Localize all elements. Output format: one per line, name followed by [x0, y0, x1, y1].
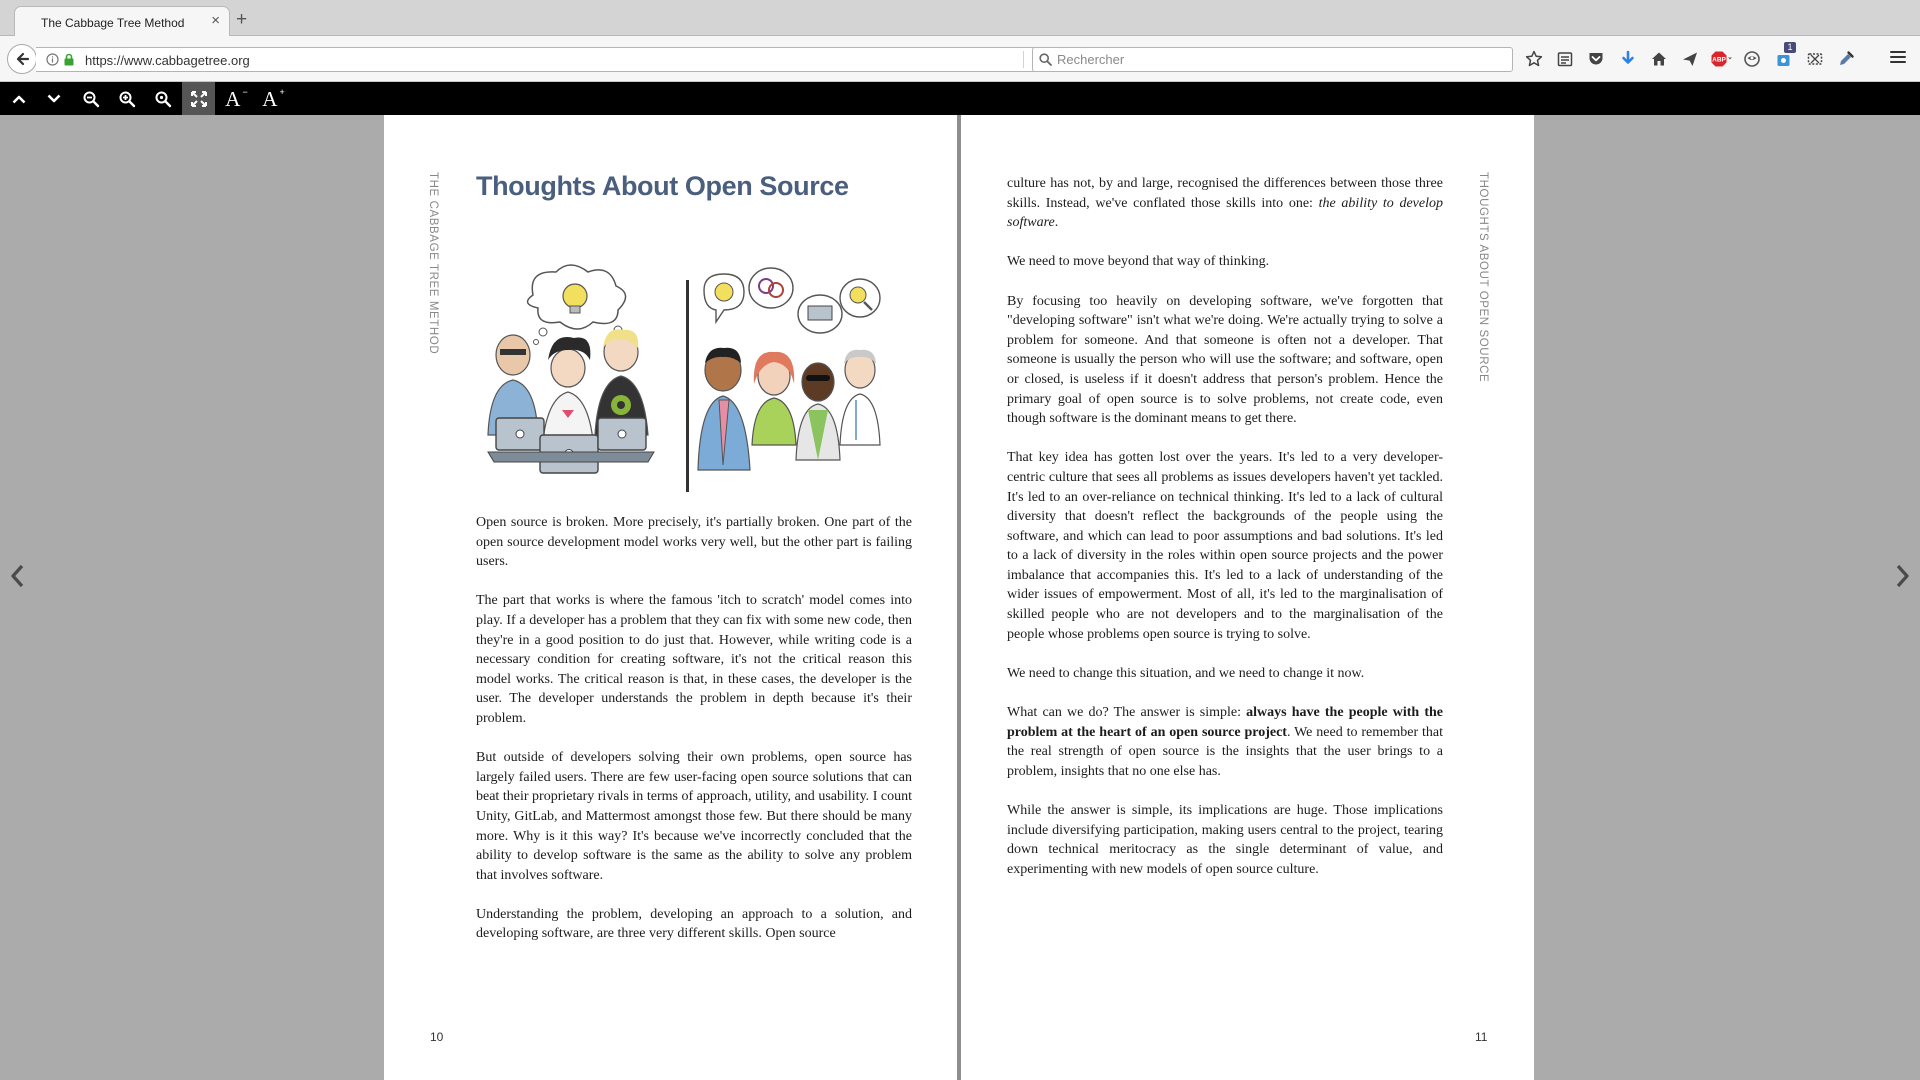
fullscreen-icon: [190, 90, 208, 108]
privacy-badger-icon[interactable]: [1740, 47, 1764, 71]
paragraph-bold: always have the people with the problem at the heart of an open source project: [1007, 705, 1443, 740]
info-icon[interactable]: [46, 53, 59, 66]
toolbar-icons: [1522, 42, 1865, 71]
chevron-left-icon[interactable]: [8, 563, 28, 589]
left-page-text: [476, 513, 912, 964]
paragraph: That key idea has gotten lost over the years. It's led to a very developer-centric culture that sees all problems as issues developers haven't yet tackled. It's led to an over-reliance on technical thinking. It's led to a lack of cultural diversity that doesn't reflect the backgrounds of the people using the software, and which can lead to poor assumptions and bad solutions. It's led to a lack of diversity in the roles within open source projects and the power imbalance that accompanies this. It's led to a lack of understanding of the wider issues of empowerment. Most of all, it's led to the marginalisation of skilled people who are not developers and to the marginalisation of the people whose problems open source is trying to solve.: [1007, 450, 1443, 642]
plus-icon: +: [279, 86, 285, 97]
font-smaller-button[interactable]: [220, 82, 253, 115]
zoom-in-icon: [118, 90, 136, 108]
lock-icon[interactable]: [63, 53, 75, 66]
search-icon: [1039, 53, 1052, 66]
paragraph: [1007, 174, 1443, 233]
home-icon[interactable]: [1647, 47, 1671, 71]
pocket-icon[interactable]: [1584, 47, 1608, 71]
zoom-reset-icon: [154, 90, 172, 108]
search-bar[interactable]: [1032, 47, 1513, 72]
abp-label: ABP: [1712, 56, 1726, 64]
chevron-up-icon: [11, 93, 27, 105]
paragraph: We need to change this situation, and we need to change it now.: [1007, 665, 1365, 681]
paragraph: The part that works is where the famous 'itch to scratch' model comes into play. If a developer has a problem that they can fix with some new code, then they're in a good position to do just that. However, while writing code is a necessary condition for creating software, it's not the critical reason this model works. The critical reason is that, in these cases, the developer is the user. The developer understands the problem in depth because it's their problem.: [476, 593, 912, 726]
screenshot-icon[interactable]: [1803, 47, 1827, 71]
close-tab-icon[interactable]: ×: [211, 12, 220, 29]
book-viewer: [0, 115, 1920, 1080]
chapter-title: Thoughts About Open Source: [476, 171, 849, 201]
arrow-left-icon: [14, 51, 30, 67]
back-button[interactable]: [7, 44, 37, 74]
download-icon[interactable]: [1616, 47, 1640, 71]
chapter-illustration: [478, 260, 898, 510]
page-number-left: 10: [430, 1030, 444, 1044]
url-text[interactable]: https://www.cabbagetree.org: [85, 53, 250, 68]
bookmark-star-icon[interactable]: [1522, 47, 1546, 71]
right-page-text: [1007, 174, 1443, 899]
paragraph-text: What can we do? The answer is simple:: [1007, 705, 1247, 721]
extension-badge-icon[interactable]: [1772, 42, 1796, 71]
minus-icon: −: [242, 86, 248, 97]
zoom-in-button[interactable]: [110, 82, 143, 115]
page-number-right: 11: [1475, 1030, 1488, 1044]
zoom-out-button[interactable]: [74, 82, 107, 115]
zoom-out-icon: [82, 90, 100, 108]
url-separator: [1023, 51, 1024, 68]
running-head-right: THOUGHTS ABOUT OPEN SOURCE: [1477, 172, 1489, 383]
tab-title: The Cabbage Tree Method: [41, 16, 185, 30]
tab-strip: [0, 0, 1920, 36]
search-input[interactable]: [1057, 49, 1497, 70]
url-bar[interactable]: [36, 47, 1055, 72]
chevron-down-icon: [46, 93, 62, 105]
paragraph: Understanding the problem, developing an approach to a solution, and developing software, are three very different skills. Open source: [476, 906, 912, 942]
font-smaller-label: A: [225, 86, 241, 111]
paragraph-text: culture has not, by and large, recognised the differences between those three skills. Instead, we've conflated those skills into one:: [1007, 176, 1443, 211]
navigation-toolbar: [0, 36, 1920, 82]
running-head-left: THE CABBAGE TREE METHOD: [427, 172, 439, 355]
paragraph-end: . We need to remember that the real strength of open source is the insights that the user brings to a problem, insights that no one else has.: [1007, 724, 1443, 779]
paragraph: We need to move beyond that way of thinking.: [1007, 254, 1270, 270]
reading-list-icon[interactable]: [1553, 47, 1577, 71]
send-tab-icon[interactable]: [1678, 47, 1702, 71]
paragraph: By focusing too heavily on developing software, we've forgotten that "developing software" isn't what we're doing. We're actually trying to solve a problem for someone. And that someone is often not a developer. That someone is usually the person who will use the software; and software, open or closed, is useless if it doesn't address that person's problem. Hence the primary goal of open source is to solve problems, not create code, even though software is the dominant means to get there.: [1007, 293, 1443, 427]
fullscreen-button[interactable]: [182, 82, 215, 115]
paragraph-italic: the ability to develop software: [1007, 195, 1443, 231]
right-page: [961, 115, 1534, 1080]
paragraph: While the answer is simple, its implications are huge. Those implications include diversifying participation, making users central to the project, tearing down technical meritocracy as the single determinant of value, and experimenting with new models of open source culture.: [1007, 803, 1443, 877]
previous-page-button[interactable]: [2, 82, 35, 115]
font-larger-label: A: [262, 86, 278, 111]
paragraph: But outside of developers solving their own problems, open source has largely failed users. There are few user-facing open source solutions that can beat their proprietary rivals in terms of approach, utility, and usability. I count Unity, GitLab, and Mattermost amongst those few. But there should be many more. Why is it this way? It's because we've incorrectly concluded that the ability to develop software is the same as the ability to solve any problem that involves software.: [476, 750, 912, 883]
paragraph-end: .: [1054, 215, 1059, 231]
zoom-reset-button[interactable]: [146, 82, 179, 115]
left-page: [384, 115, 957, 1080]
adblock-icon[interactable]: [1709, 47, 1733, 71]
font-larger-button[interactable]: [257, 82, 290, 115]
paragraph: [1007, 703, 1443, 781]
paragraph: Open source is broken. More precisely, it's partially broken. One part of the open source development model works very well, but the other part is failing users.: [476, 515, 912, 570]
chevron-right-icon[interactable]: [1892, 563, 1912, 589]
reader-toolbar: [0, 82, 1920, 115]
next-page-button[interactable]: [37, 82, 70, 115]
tab-active[interactable]: [14, 6, 230, 37]
notification-badge: 1: [1784, 42, 1795, 53]
hamburger-menu-icon[interactable]: [1889, 49, 1907, 65]
new-tab-icon[interactable]: +: [236, 9, 248, 30]
eyedropper-icon[interactable]: [1834, 47, 1858, 71]
